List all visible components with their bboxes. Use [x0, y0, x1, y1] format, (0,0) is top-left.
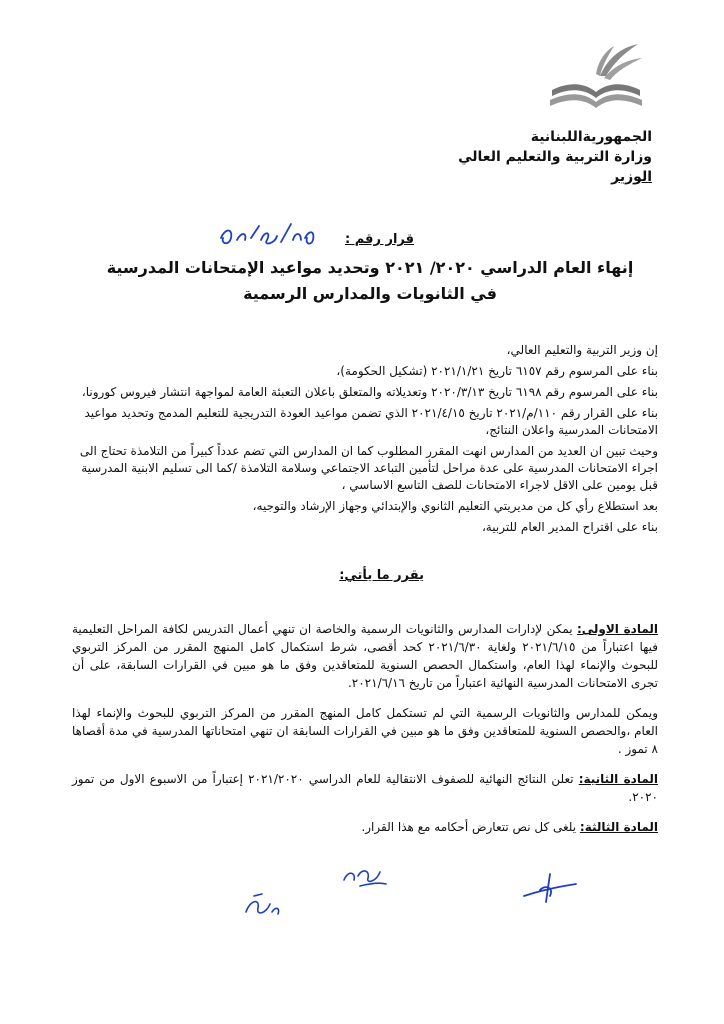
article-1-continuation [72, 704, 658, 758]
article-3 [72, 818, 658, 836]
decision-title-line1: إنهاء العام الدراسي ٢٠٢٠/ ٢٠٢١ وتحديد مواعيد الإمتحانات المدرسية [106, 258, 634, 277]
preamble [72, 342, 658, 540]
article-text: يلغى كل نص تتعارض أحكامه مع هذا القرار. [361, 820, 580, 834]
decision-number-label: قرار رقم : [345, 232, 414, 247]
article-text: تعلن النتائج النهائية للصفوف الانتقالية للعام الدراسي ٢٠٢١/٢٠٢٠ إعتباراً من الاسبوع الاول من تموز ٢٠٢٠. [72, 772, 658, 804]
preamble-paragraph: بناء على القرار رقم ١١٠/م/٢٠٢١ تاريخ ٢٠٢١/٤/١٥ الذي تضمن مواعيد العودة التدريجية للتعليم المدمج وتحديد مواعيد الامتحانات المدرسية واعلان النتائج، [84, 406, 658, 437]
preamble-paragraph: بناء على المرسوم رقم ٦١٩٨ تاريخ ٢٠٢٠/٣/١٣ وتعديلاته والمتعلق باعلان التعبئة العامة لمواجهة انتشار فيروس كورونا، [81, 385, 658, 399]
article-1 [72, 620, 658, 692]
preamble-paragraph: بعد استطلاع رأي كل من مديريتي التعليم الثانوي والإبتدائي وجهاز الإرشاد والتوجيه، [252, 499, 658, 513]
signature-minister [520, 870, 580, 906]
article-label: المادة الثانية: [578, 772, 659, 786]
handwritten-decision-number [215, 218, 325, 252]
article-label: المادة الثالثة: [579, 820, 658, 834]
article-text: ويمكن للمدارس والثانويات الرسمية التي لم تستكمل كامل المنهج المقرر من المركز التربوي للبحوث والإنماء لهذا العام ،والحصص السنوية للمتعاقدين وفق ما هو مبين في القرارات السابقة ان تنهي امتحاناتها المدرسية في مدة أقصاها ٨ تموز . [72, 706, 658, 756]
ministry-logo-icon [548, 40, 644, 116]
resolves-heading: يقرر ما يأتي: [339, 568, 424, 583]
header-minister: الوزير [611, 169, 652, 185]
initials-handwritten [340, 860, 390, 890]
article-text: يمكن لإدارات المدارس والثانويات الرسمية والخاصة ان تنهي أعمال التدريس لكافة المراحل التعليمية فيها اعتباراً من ٢٠٢١/٦/١٥ ولغاية ٢٠٢١/٦/٣٠ كحد أقصى، شرط استكمال كامل المنهج المقرر من المركز التربوي للبحوث والإنماء لهذا العام، واستكمال الحصص السنوية للمتعاقدين وفق ما هو مبين في القرارات السابقة، على أن تجرى الامتحانات المدرسية النهائية اعتباراً من تاريخ ٢٠٢١/٦/١٦. [72, 622, 658, 690]
article-label: المادة الاولى: [576, 622, 658, 636]
decision-title-line2: في الثانويات والمدارس الرسمية [243, 284, 497, 303]
preamble-paragraph: بناء على المرسوم رقم ٦١٥٧ تاريخ ٢٠٢١/١/٢١ (تشكيل الحكومة)، [336, 364, 658, 378]
preamble-paragraph: إن وزير التربية والتعليم العالي، [506, 343, 658, 357]
initials-handwritten [240, 890, 286, 920]
preamble-paragraph: وحيث تبين ان العديد من المدارس انهت المقرر المطلوب كما ان المدارس التي تضم عدداً كبيراً من التلامذة تحتاج الى اجراء الامتحانات المدرسية على عدة مراحل لتأمين التباعد الاجتماعي وسلامة التلامذة /كما الى تسليم الابنية المدرسية قبل يومين على الاقل لاجراء الامتحانات للصف التاسع الاساسي ، [79, 444, 658, 492]
article-2 [72, 770, 658, 806]
preamble-paragraph: بناء على اقتراح المدير العام للتربية، [481, 520, 658, 534]
articles [72, 620, 658, 848]
header-ministry: وزارة التربية والتعليم العالي [458, 149, 652, 165]
header-country: الجمهوريةاللبنانية [530, 129, 652, 145]
